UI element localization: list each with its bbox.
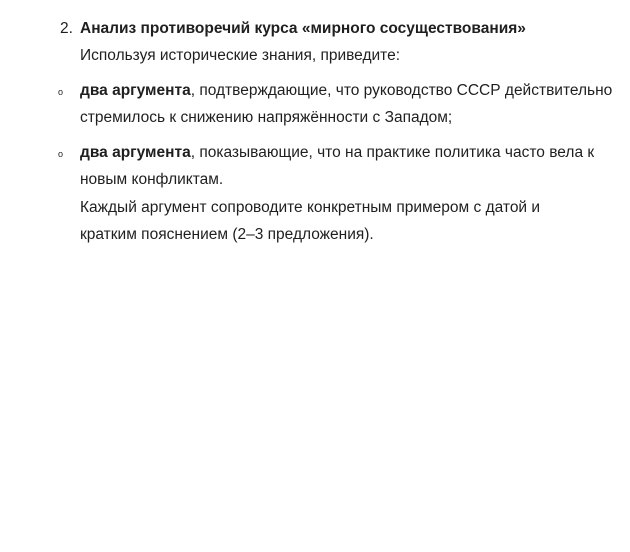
bullet-2-line-1: [80, 143, 594, 163]
note-line-2: кратким пояснением (2–3 предложения).: [80, 226, 374, 243]
bullet-1-line-1: [80, 81, 612, 101]
previous-line-fragment: [80, 0, 370, 4]
bullet-marker: o: [58, 149, 64, 159]
bullet-1-line-2: стремилось к снижению напряжённости с Западом;: [80, 109, 453, 126]
bullet-1-text: , подтверждающие, что руководство СССР действительно: [190, 82, 613, 99]
bullet-2-line-2: новым конфликтам.: [80, 171, 224, 188]
bullet-marker: o: [58, 87, 64, 97]
section-title: Анализ противоречий курса «мирного сосуществования»: [80, 20, 526, 37]
section-intro: Используя исторические знания, приведите:: [80, 47, 401, 64]
section-number: 2.: [60, 20, 73, 37]
bullet-2-text: , показывающие, что на практике политика часто вела к: [190, 144, 595, 161]
bullet-2-lead: два аргумента: [80, 144, 191, 161]
note-line-1: Каждый аргумент сопроводите конкретным примером с датой и: [80, 199, 541, 216]
bullet-1-lead: два аргумента: [80, 82, 191, 99]
